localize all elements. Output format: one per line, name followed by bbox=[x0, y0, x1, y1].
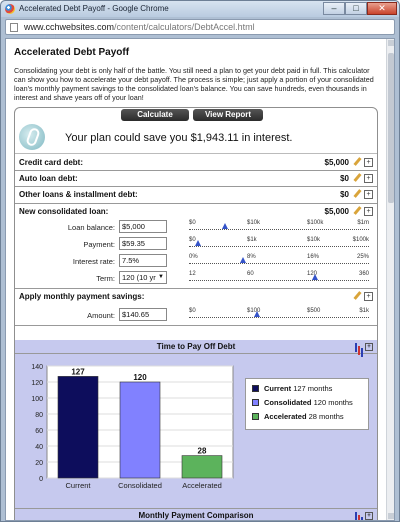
tick-label: $100k bbox=[352, 237, 369, 243]
pencil-icon[interactable] bbox=[353, 174, 361, 182]
slider-track bbox=[189, 246, 369, 247]
other-loans-value: $0 bbox=[340, 190, 349, 199]
other-loans-row[interactable] bbox=[15, 187, 377, 204]
next-chart-header bbox=[15, 508, 377, 521]
next-chart-title: Monthly Payment Comparison bbox=[138, 511, 254, 520]
tick-label: 25% bbox=[356, 254, 369, 260]
minimize-button[interactable]: – bbox=[323, 2, 345, 15]
window-title: Accelerated Debt Payoff - Google Chrome bbox=[19, 4, 169, 13]
chrome-icon bbox=[5, 4, 15, 14]
legend-name: Current bbox=[264, 384, 292, 393]
tick-label: $0 bbox=[189, 237, 196, 243]
slider-ticks bbox=[189, 237, 369, 245]
page-title: Accelerated Debt Payoff bbox=[14, 47, 130, 58]
vertical-scrollbar[interactable] bbox=[386, 39, 394, 520]
slider-knob[interactable] bbox=[254, 311, 260, 317]
tick-label: $100k bbox=[307, 220, 324, 226]
bar bbox=[120, 382, 160, 478]
term-select-value: 120 (10 yr bbox=[122, 273, 156, 282]
bar-chart-icon[interactable] bbox=[355, 512, 363, 521]
savings-message: Your plan could save you $1,943.11 in interest. bbox=[65, 132, 293, 144]
collapse-icon[interactable]: + bbox=[364, 292, 373, 301]
auto-loan-label: Auto loan debt: bbox=[19, 174, 78, 183]
pencil-icon[interactable] bbox=[353, 158, 361, 166]
legend-name: Consolidated bbox=[264, 398, 312, 407]
loan-balance-row bbox=[15, 219, 377, 235]
legend-swatch bbox=[252, 385, 259, 392]
scroll-up-arrow[interactable] bbox=[388, 40, 394, 46]
chevron-down-icon: ▼ bbox=[158, 274, 164, 280]
interest-rate-slider[interactable] bbox=[189, 254, 369, 268]
legend-detail: 127 months bbox=[293, 384, 333, 393]
term-label: Term: bbox=[96, 274, 115, 283]
address-bar[interactable] bbox=[5, 19, 395, 35]
slider-track bbox=[189, 229, 369, 230]
savings-banner bbox=[15, 122, 377, 154]
slider-knob[interactable] bbox=[222, 223, 228, 229]
tick-label: $0 bbox=[189, 308, 196, 314]
expand-icon[interactable]: + bbox=[365, 343, 373, 351]
other-loans-label: Other loans & installment debt: bbox=[19, 190, 138, 199]
expand-icon[interactable]: + bbox=[364, 190, 373, 199]
pencil-icon[interactable] bbox=[353, 207, 361, 215]
pencil-icon[interactable] bbox=[353, 190, 361, 198]
chart-area bbox=[15, 358, 377, 508]
slider-ticks bbox=[189, 220, 369, 228]
slider-knob[interactable] bbox=[240, 257, 246, 263]
legend-text bbox=[264, 398, 353, 407]
credit-card-value: $5,000 bbox=[324, 158, 349, 167]
payment-slider[interactable] bbox=[189, 237, 369, 251]
page-icon bbox=[10, 23, 18, 32]
slider-ticks bbox=[189, 308, 369, 316]
term-row bbox=[15, 270, 377, 286]
scroll-down-arrow[interactable] bbox=[388, 513, 394, 519]
tick-label: 360 bbox=[358, 271, 369, 277]
close-button[interactable]: ✕ bbox=[367, 2, 397, 15]
legend-detail: 28 months bbox=[308, 412, 344, 421]
tick-label: $10k bbox=[307, 237, 321, 243]
payment-input[interactable]: $59.35 bbox=[119, 237, 167, 250]
logo bbox=[19, 124, 45, 150]
slider-track bbox=[189, 317, 369, 318]
payoff-chart-panel bbox=[15, 340, 377, 521]
chart-tools bbox=[355, 512, 373, 521]
calculate-button[interactable]: Calculate bbox=[121, 109, 189, 121]
calculator-panel bbox=[14, 107, 378, 521]
bar bbox=[58, 376, 98, 478]
y-tick-label: 60 bbox=[35, 428, 43, 435]
term-select[interactable] bbox=[119, 271, 167, 284]
savings-label: Apply monthly payment savings: bbox=[19, 292, 145, 301]
amount-slider[interactable] bbox=[189, 308, 369, 322]
consolidated-value: $5,000 bbox=[324, 207, 349, 216]
chart-legend bbox=[245, 378, 369, 430]
legend-swatch bbox=[252, 399, 259, 406]
interest-rate-input[interactable]: 7.5% bbox=[119, 254, 167, 267]
legend-name: Accelerated bbox=[264, 412, 307, 421]
pencil-icon[interactable] bbox=[353, 292, 361, 300]
x-tick-label: Consolidated bbox=[118, 481, 162, 490]
y-tick-label: 140 bbox=[31, 364, 43, 371]
amount-input[interactable]: $140.65 bbox=[119, 308, 167, 321]
legend-swatch bbox=[252, 413, 259, 420]
intro-paragraph: Consolidating your debt is only half of the battle. You still need a plan to get your debt paid in full. This calculator can show you how to accelerate your debt payoff. The process is simple; just apply a portion of your consolidated loan's monthly payment savings to the consolidated loan's balance. You can save hundreds, even thousands in interest and shave years off of your loan! bbox=[14, 66, 374, 102]
consolidated-label: New consolidated loan: bbox=[19, 207, 109, 216]
tick-label: $1k bbox=[359, 308, 369, 314]
chart-title-text: Time to Pay Off Debt bbox=[156, 342, 236, 351]
tick-label: 0% bbox=[189, 254, 198, 260]
y-tick-label: 20 bbox=[35, 460, 43, 467]
page-viewport bbox=[5, 38, 395, 521]
auto-loan-row[interactable] bbox=[15, 171, 377, 187]
savings-section bbox=[15, 289, 377, 326]
bar bbox=[182, 456, 222, 478]
interest-rate-row bbox=[15, 253, 377, 269]
tick-label: 120 bbox=[307, 271, 318, 277]
legend-detail: 120 months bbox=[313, 398, 353, 407]
tick-label: $10k bbox=[247, 220, 261, 226]
collapse-icon[interactable]: + bbox=[364, 207, 373, 216]
legend-text bbox=[264, 412, 344, 421]
slider-knob[interactable] bbox=[195, 240, 201, 246]
chart-tools bbox=[355, 343, 373, 352]
slider-track bbox=[189, 263, 369, 264]
loan-balance-label: Loan balance: bbox=[67, 223, 115, 232]
expand-icon[interactable]: + bbox=[365, 512, 373, 520]
credit-card-row[interactable] bbox=[15, 155, 377, 171]
url-host: www.cchwebsites.com bbox=[24, 22, 115, 32]
legend-text bbox=[264, 384, 332, 393]
payment-row bbox=[15, 236, 377, 252]
expand-icon[interactable]: + bbox=[364, 174, 373, 183]
tick-label: $500 bbox=[307, 308, 321, 314]
auto-loan-value: $0 bbox=[340, 174, 349, 183]
data-label: 120 bbox=[133, 373, 147, 382]
tick-label: $1m bbox=[357, 220, 369, 226]
amount-row bbox=[15, 307, 377, 323]
payment-label: Payment: bbox=[83, 240, 115, 249]
view-report-button[interactable]: View Report bbox=[193, 109, 263, 121]
amount-label: Amount: bbox=[87, 311, 115, 320]
consolidated-loan-section bbox=[15, 204, 377, 289]
y-tick-label: 100 bbox=[31, 396, 43, 403]
y-tick-label: 80 bbox=[35, 412, 43, 419]
bar-chart-icon[interactable] bbox=[355, 343, 363, 352]
interest-rate-label: Interest rate: bbox=[72, 257, 115, 266]
scroll-thumb[interactable] bbox=[388, 53, 394, 203]
y-tick-label: 0 bbox=[39, 476, 43, 483]
term-slider[interactable] bbox=[189, 271, 369, 285]
title-bar bbox=[1, 1, 399, 17]
tick-label: 16% bbox=[307, 254, 320, 260]
x-tick-label: Current bbox=[65, 481, 91, 490]
tick-label: 8% bbox=[247, 254, 256, 260]
calculator-toolbar bbox=[15, 108, 377, 122]
chart-title bbox=[15, 340, 377, 354]
loan-balance-slider[interactable] bbox=[189, 220, 369, 234]
expand-icon[interactable]: + bbox=[364, 158, 373, 167]
slider-track bbox=[189, 280, 369, 281]
slider-knob[interactable] bbox=[312, 274, 318, 280]
url-text bbox=[24, 22, 255, 32]
slider-ticks bbox=[189, 254, 369, 262]
credit-card-label: Credit card debt: bbox=[19, 158, 84, 167]
y-tick-label: 120 bbox=[31, 380, 43, 387]
logo-mark bbox=[25, 127, 41, 147]
data-label: 127 bbox=[71, 367, 85, 377]
slider-ticks bbox=[189, 271, 369, 279]
url-path: /content/calculators/DebtAccel.html bbox=[114, 22, 255, 32]
loan-balance-input[interactable]: $5,000 bbox=[119, 220, 167, 233]
tick-label: $100 bbox=[247, 308, 261, 314]
x-tick-label: Accelerated bbox=[182, 481, 222, 490]
tick-label: 12 bbox=[189, 271, 196, 277]
maximize-button[interactable]: □ bbox=[345, 2, 367, 15]
tick-label: $1k bbox=[247, 237, 257, 243]
data-label: 28 bbox=[197, 446, 207, 456]
tick-label: $0 bbox=[189, 220, 196, 226]
page-content bbox=[14, 47, 378, 102]
y-tick-label: 40 bbox=[35, 444, 43, 451]
tick-label: 60 bbox=[247, 271, 254, 277]
